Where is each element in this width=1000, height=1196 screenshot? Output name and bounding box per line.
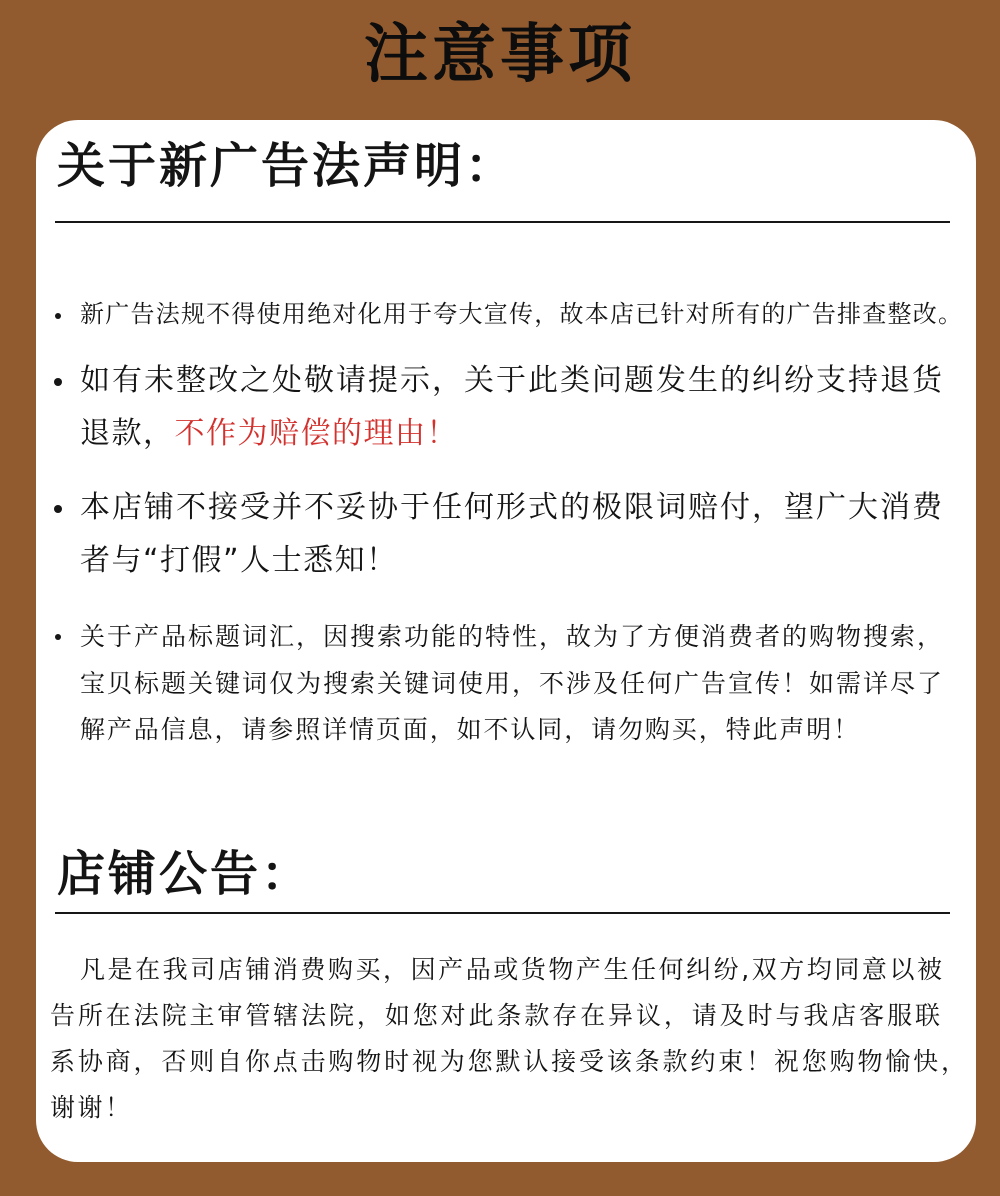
paragraph-line: 凡是在我司店铺消费购买，因产品或货物产生任何纠纷,双方均同意以被 — [80, 955, 942, 984]
bullet-item — [80, 481, 942, 587]
shop-notice-heading: 店铺公告： — [57, 846, 313, 902]
bullet-item — [80, 614, 942, 754]
notice-card — [36, 120, 976, 1162]
bullet-dot — [54, 505, 62, 513]
bullet-item — [80, 354, 942, 460]
page-title: 注意事项 — [364, 18, 636, 92]
bullet-text-line: 者与“打假”人士悉知！ — [80, 543, 398, 578]
highlight-text: 不作为赔偿的理由！ — [174, 416, 458, 451]
bullet-dot — [55, 313, 61, 319]
bullet-dot — [54, 378, 62, 386]
ad-law-heading: 关于新广告法声明： — [57, 138, 517, 194]
bullet-dot — [55, 634, 61, 640]
shop-notice-paragraph — [50, 947, 970, 1131]
paragraph-line: 系协商，否则自你点击购物时视为您默认接受该条款约束！祝您购物愉快， — [50, 1047, 966, 1076]
bullet-text-line: 解产品信息，请参照详情页面，如不认同，请勿购买，特此声明！ — [80, 715, 861, 744]
bullet-item — [80, 294, 962, 334]
bullet-text-line — [80, 407, 942, 460]
bullet-text-line: 新广告法规不得使用绝对化用于夸大宣传，故本店已针对所有的广告排查整改。 — [80, 300, 962, 328]
bullet-text-line: 宝贝标题关键词仅为搜索关键词使用，不涉及任何广告宣传！如需详尽了 — [80, 668, 942, 698]
paragraph-line: 谢谢！ — [50, 1093, 133, 1122]
bullet-text-line: 关于产品标题词汇，因搜索功能的特性，故为了方便消费者的购物搜索， — [80, 622, 942, 651]
bullet-text-line: 如有未整改之处敬请提示，关于此类问题发生的纠纷支持退货 — [80, 363, 942, 398]
ad-law-divider — [55, 221, 950, 223]
paragraph-line: 告所在法院主审管辖法院，如您对此条款存在异议，请及时与我店客服联 — [50, 1001, 940, 1030]
shop-notice-divider — [55, 912, 950, 914]
bullet-text-segment: 退款， — [80, 416, 175, 451]
bullet-text-line: 本店铺不接受并不妥协于任何形式的极限词赔付，望广大消费 — [80, 490, 942, 525]
